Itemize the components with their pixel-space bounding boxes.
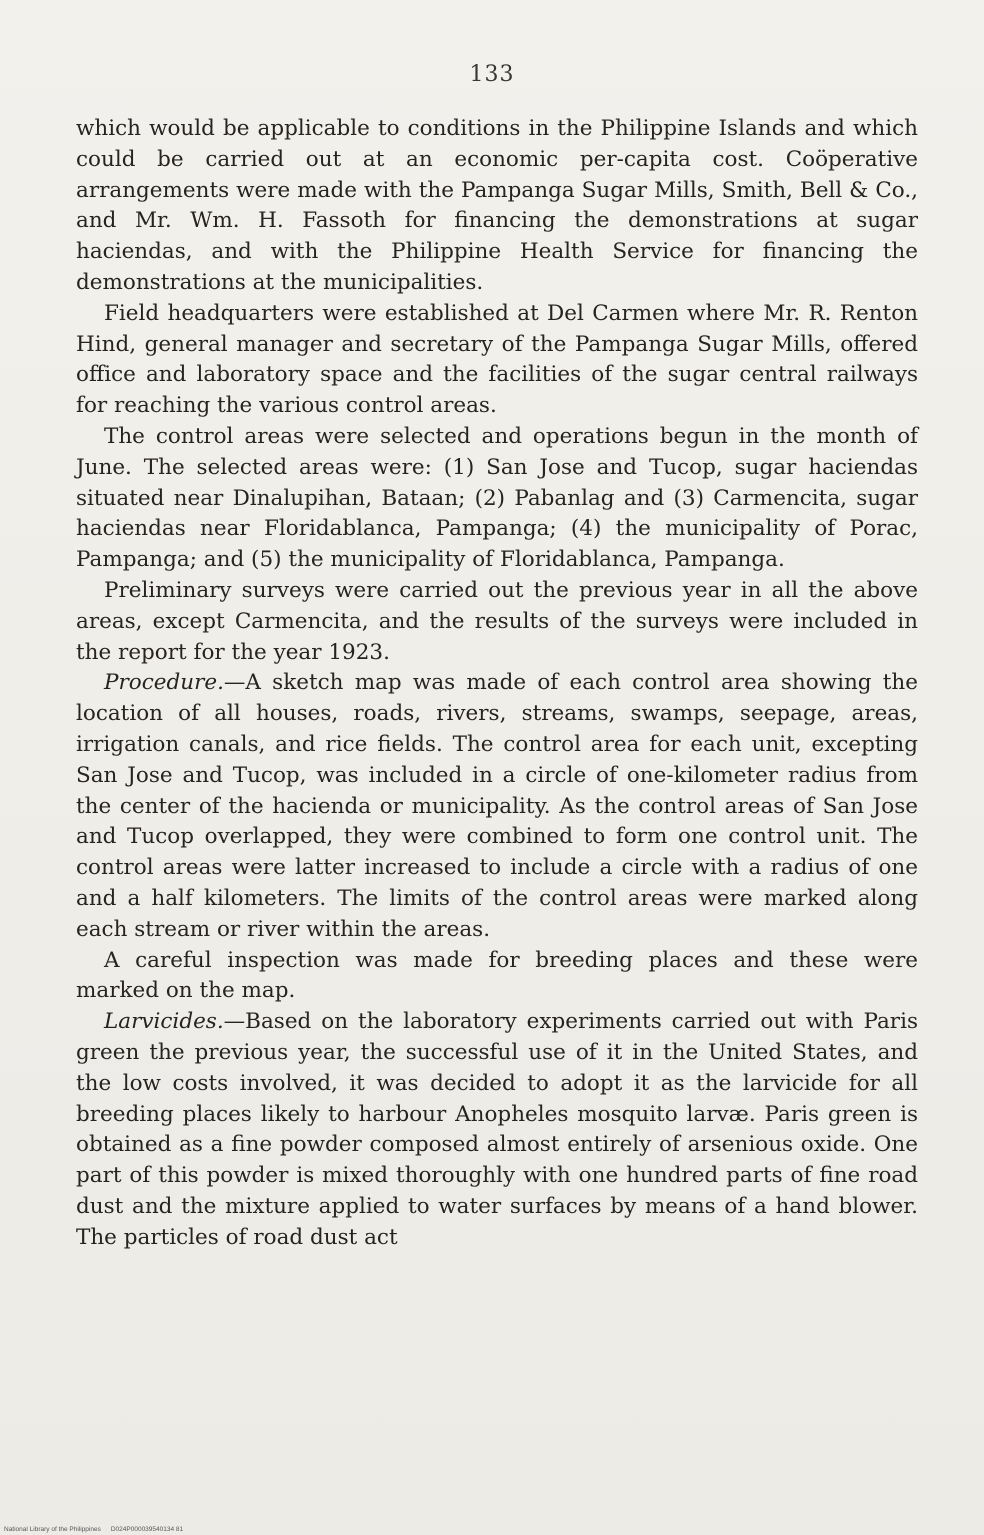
paragraph-1 [76,114,918,299]
paragraph-4 [76,576,918,668]
paragraph-7 [76,1007,918,1253]
paragraph-text: Field headquarters were established at Del Carmen where Mr. R. Renton Hind, general manager and secretary of the Pampanga Sugar Mills, offered office and laboratory space and the facilities of the sugar central railways for reaching the various control areas. [76,300,918,419]
paragraph-text: A careful inspection was made for breeding places and these were marked on the map. [76,947,918,1004]
page-number: 133 [469,62,515,87]
scan-footer [4,1526,183,1533]
paragraph-text: —Based on the laboratory experiments carried out with Paris green the previous year, the successful use of it in the United States, and the low costs involved, it was decided to adopt it as the larvicide for all breeding places likely to harbour Anopheles mosquito larvæ. Paris green is obtained as a fine powder composed almost entirely of arsenious oxide. One part of this powder is mixed thoroughly with one hundred parts of fine road dust and the mixture applied to water surfaces by means of a hand blower. The particles of road dust act [76,1009,918,1250]
paragraph-lead-procedure: Procedure. [104,670,224,696]
paragraph-5 [76,668,918,945]
paragraph-text: The control areas were selected and operations begun in the month of June. The selected areas were: (1) San Jose and Tucop, sugar haciendas situated near Dinalupihan, Bataan; (2) Pabanlag and (3) Carmencita, sugar haciendas near Floridablanca, Pampanga; (4) the municipality of Porac, Pampanga; and (5) the municipality of Floridablanca, Pampanga. [76,423,918,573]
body-text [76,114,918,1253]
paragraph-6 [76,946,918,1008]
paragraph-text: —A sketch map was made of each control area showing the location of all houses, roads, rivers, streams, swamps, seepage, areas, irrigation canals, and rice fields. The control area for each unit, excepting San Jose and Tucop, was included in a circle of one-kilometer radius from the center of the hacienda or municipality. As the control areas of San Jose and Tucop overlapped, they were combined to form one control unit. The control areas were latter increased to include a circle with a radius of one and a half kilometers. The limits of the control areas were marked along each stream or river within the areas. [76,670,918,942]
paragraph-3 [76,422,918,576]
paragraph-lead-larvicides: Larvicides. [104,1009,224,1035]
footer-library: National Library of the Philippines [4,1526,101,1533]
paragraph-text: Preliminary surveys were carried out the previous year in all the above areas, except Carmencita, and the results of the surveys were included in the report for the year 1923. [76,577,918,665]
paragraph-text: which would be applicable to conditions in the Philippine Islands and which could be carried out at an economic per-capita cost. Coöperative arrangements were made with the Pampanga Sugar Mills, Smith, Bell & Co., and Mr. Wm. H. Fassoth for financing the demonstrations at sugar haciendas, and with the Philippine Health Service for financing the demonstrations at the municipalities. [76,116,918,295]
footer-code: D024P000039540134 81 [110,1526,184,1533]
paragraph-2 [76,299,918,422]
